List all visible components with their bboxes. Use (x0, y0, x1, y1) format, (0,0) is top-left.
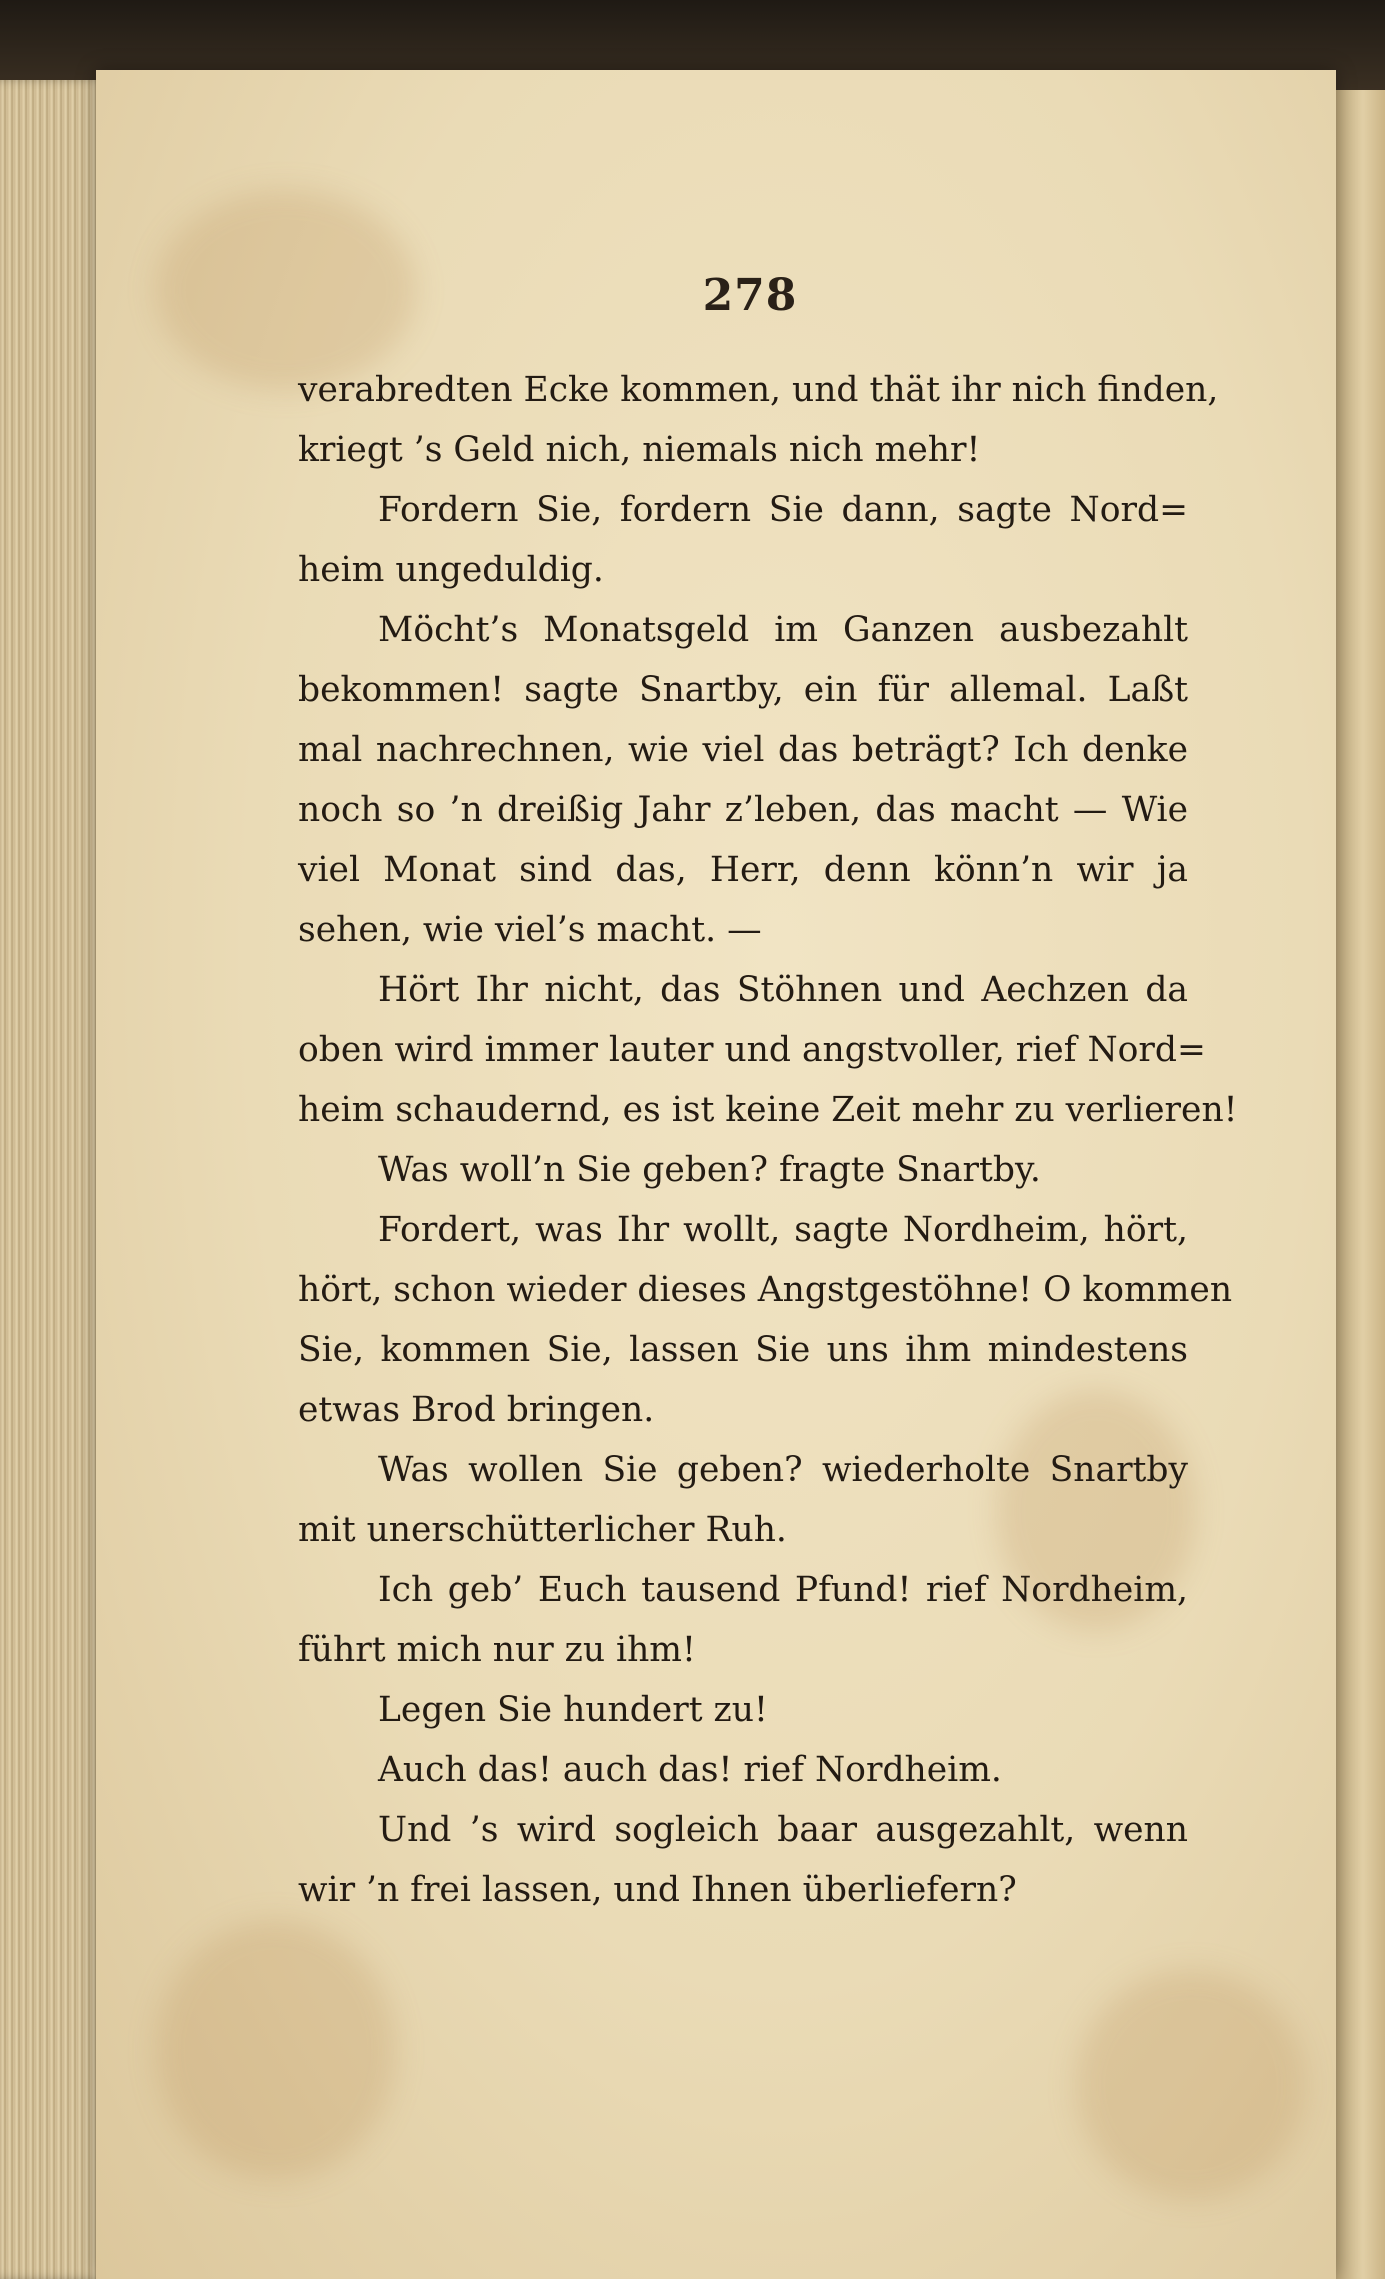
text-line: Ich geb’ Euch tausend Pfund! rief Nordheim, (378, 1570, 1188, 1610)
text-line: Fordern Sie, fordern Sie dann, sagte Nord= (378, 490, 1188, 530)
text-line: Legen Sie hundert zu! (378, 1690, 768, 1730)
text-line: viel Monat sind das, Herr, denn könn’n wir ja (298, 850, 1188, 890)
text-line: mit unerschütterlicher Ruh. (298, 1510, 787, 1550)
text-line: hört, schon wieder dieses Angstgestöhne! O kommen (298, 1270, 1233, 1310)
text-line: noch so ’n dreißig Jahr z’leben, das macht — Wie (298, 790, 1188, 830)
page-number: 278 (702, 270, 798, 321)
text-line: etwas Brod bringen. (298, 1390, 655, 1430)
text-line: Fordert, was Ihr wollt, sagte Nordheim, hört, (378, 1210, 1188, 1250)
text-line: führt mich nur zu ihm! (298, 1630, 696, 1670)
facing-page-edge (1330, 90, 1385, 2279)
text-line: heim schaudernd, es ist keine Zeit mehr zu verlieren! (298, 1090, 1238, 1130)
text-line: heim ungeduldig. (298, 550, 604, 590)
text-line: bekommen! sagte Snartby, ein für allemal. Laßt (298, 670, 1188, 710)
text-line: verabredten Ecke kommen, und thät ihr nich finden, (298, 370, 1219, 410)
text-line: kriegt ’s Geld nich, niemals nich mehr! (298, 430, 981, 470)
text-line: Auch das! auch das! rief Nordheim. (378, 1750, 1002, 1790)
text-line: sehen, wie viel’s macht. — (298, 910, 762, 950)
text-line: Möcht’s Monatsgeld im Ganzen ausbezahlt (378, 610, 1188, 650)
page-stack-edge (0, 80, 110, 2279)
text-line: Sie, kommen Sie, lassen Sie uns ihm mindestens (298, 1330, 1188, 1370)
text-line: wir ’n frei lassen, und Ihnen überliefern? (298, 1870, 1017, 1910)
text-line: Hört Ihr nicht, das Stöhnen und Aechzen da (378, 970, 1188, 1010)
text-line: oben wird immer lauter und angstvoller, rief Nord= (298, 1030, 1206, 1070)
body-text (298, 360, 1238, 1920)
text-line: Was woll’n Sie geben? fragte Snartby. (378, 1150, 1041, 1190)
text-line: mal nachrechnen, wie viel das beträgt? Ich denke (298, 730, 1188, 770)
text-line: Und ’s wird sogleich baar ausgezahlt, wenn (378, 1810, 1188, 1850)
text-line: Was wollen Sie geben? wiederholte Snartby (378, 1450, 1188, 1490)
